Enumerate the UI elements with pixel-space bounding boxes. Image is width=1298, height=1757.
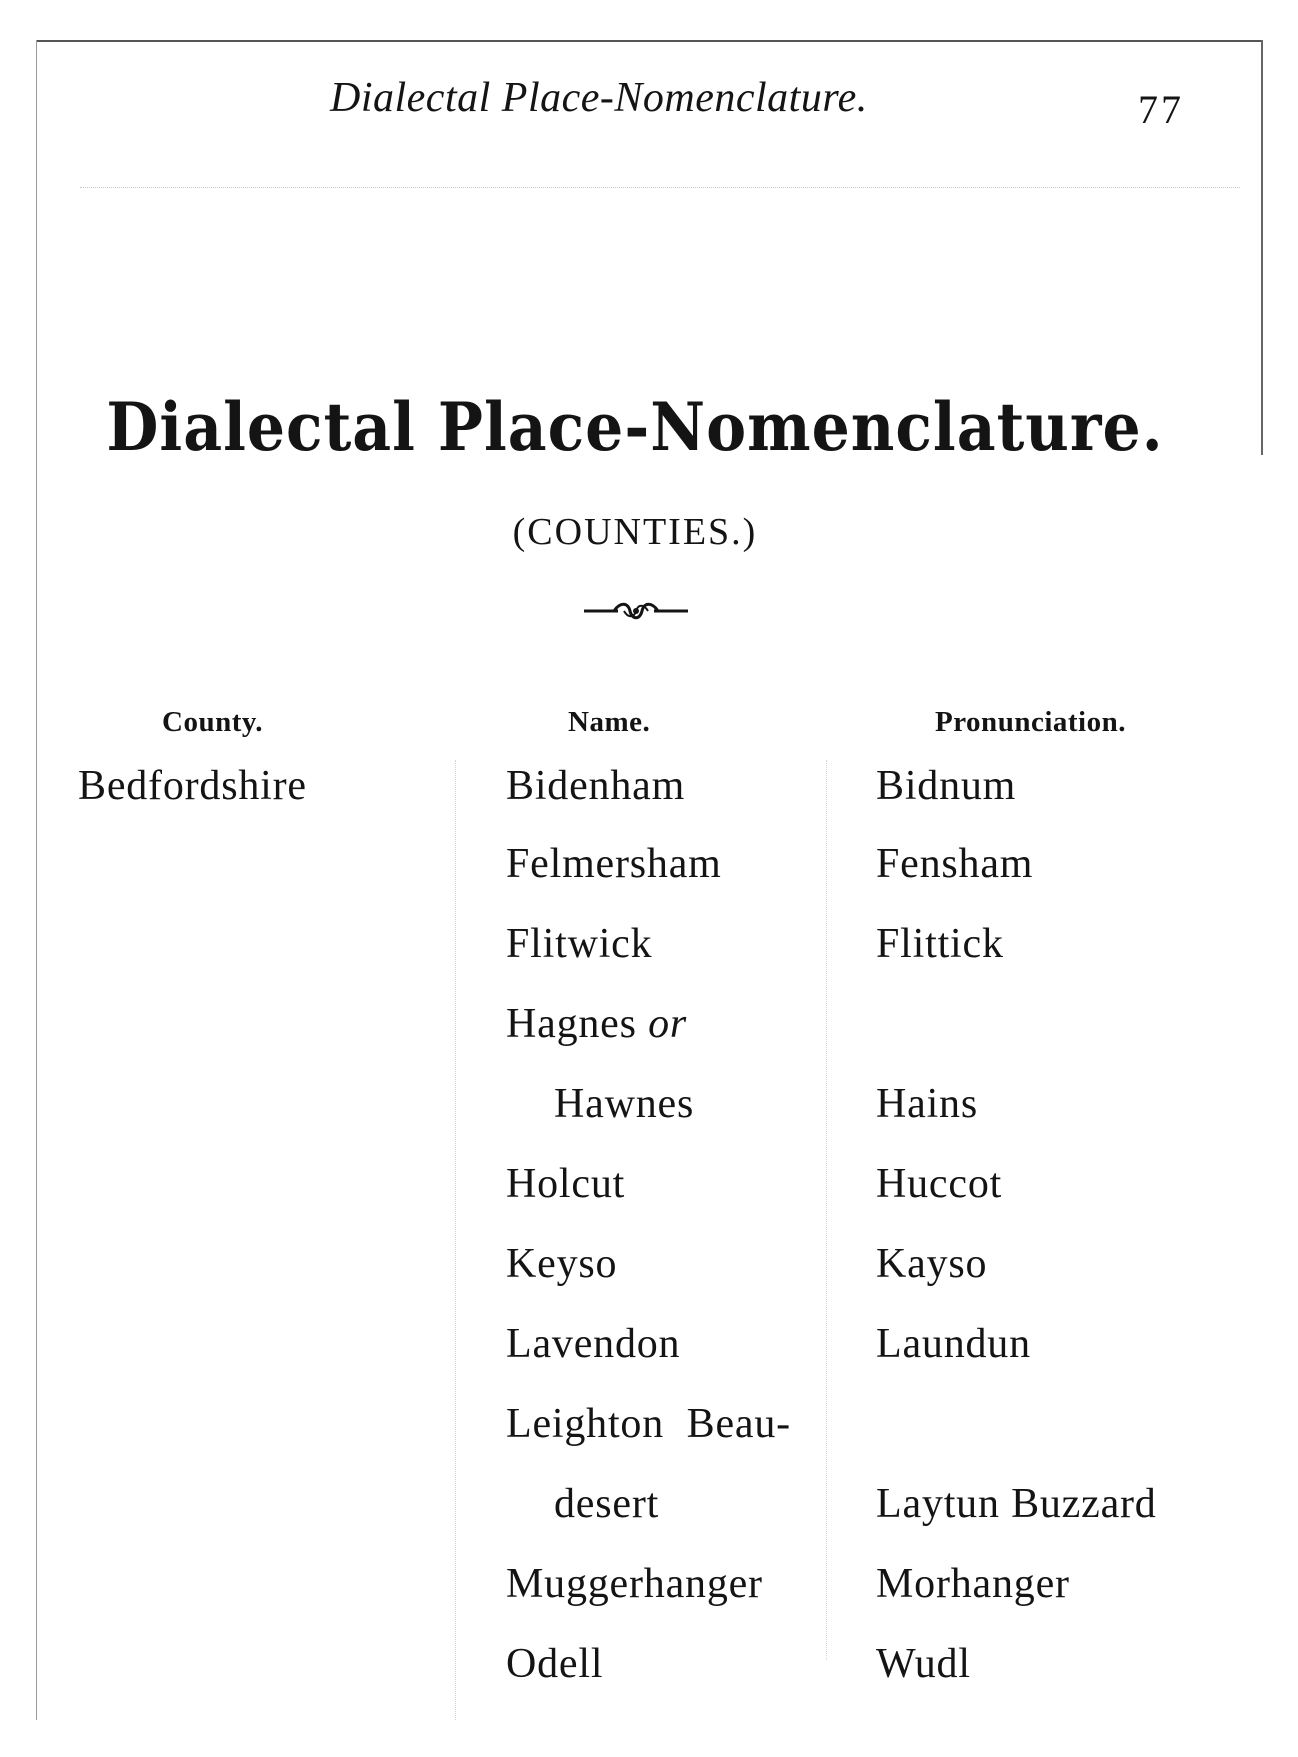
running-head-title: Dialectal Place-Nomenclature. bbox=[330, 75, 868, 121]
place-name: Muggerhanger bbox=[506, 1561, 763, 1607]
place-name: Keyso bbox=[506, 1241, 618, 1287]
vine-flourish-icon bbox=[584, 600, 688, 622]
pronunciation: Hains bbox=[876, 1081, 978, 1127]
column-header-county: County. bbox=[162, 706, 264, 738]
place-name: Holcut bbox=[506, 1161, 626, 1207]
place-name: Flitwick bbox=[506, 921, 653, 967]
place-name: Bidenham bbox=[506, 763, 686, 809]
column-divider bbox=[826, 760, 827, 1660]
place-name-text: Hagnes bbox=[506, 1001, 637, 1047]
pronunciation: Huccot bbox=[876, 1161, 1003, 1207]
pronunciation: Bidnum bbox=[876, 763, 1017, 809]
pronunciation: Flittick bbox=[876, 921, 1004, 967]
pronunciation: Laundun bbox=[876, 1321, 1031, 1367]
section-title: Dialectal Place-Nomenclature. bbox=[106, 389, 1164, 467]
county-cell: Bedfordshire bbox=[78, 763, 307, 809]
pronunciation: Wudl bbox=[876, 1641, 971, 1687]
header-rule bbox=[80, 187, 1240, 188]
pronunciation: Morhanger bbox=[876, 1561, 1070, 1607]
place-name: Felmersham bbox=[506, 841, 722, 887]
column-header-name: Name. bbox=[568, 706, 651, 738]
pronunciation: Fensham bbox=[876, 841, 1034, 887]
place-name: Odell bbox=[506, 1641, 604, 1687]
column-header-pronunciation: Pronunciation. bbox=[935, 706, 1126, 738]
place-name: Leighton Beau- bbox=[506, 1401, 791, 1447]
place-name: Lavendon bbox=[506, 1321, 681, 1367]
pronunciation: Laytun Buzzard bbox=[876, 1481, 1157, 1527]
place-name-continued: Hawnes bbox=[554, 1081, 695, 1127]
alternate-connector: or bbox=[648, 1001, 688, 1047]
column-divider bbox=[455, 760, 456, 1720]
page-border-top bbox=[36, 40, 1262, 42]
pronunciation: Kayso bbox=[876, 1241, 988, 1287]
place-name bbox=[506, 1000, 687, 1048]
page-number: 77 bbox=[1138, 87, 1184, 132]
section-subtitle: (COUNTIES.) bbox=[512, 511, 758, 553]
page-border-left bbox=[36, 40, 37, 1720]
place-name-continued: desert bbox=[554, 1481, 660, 1527]
